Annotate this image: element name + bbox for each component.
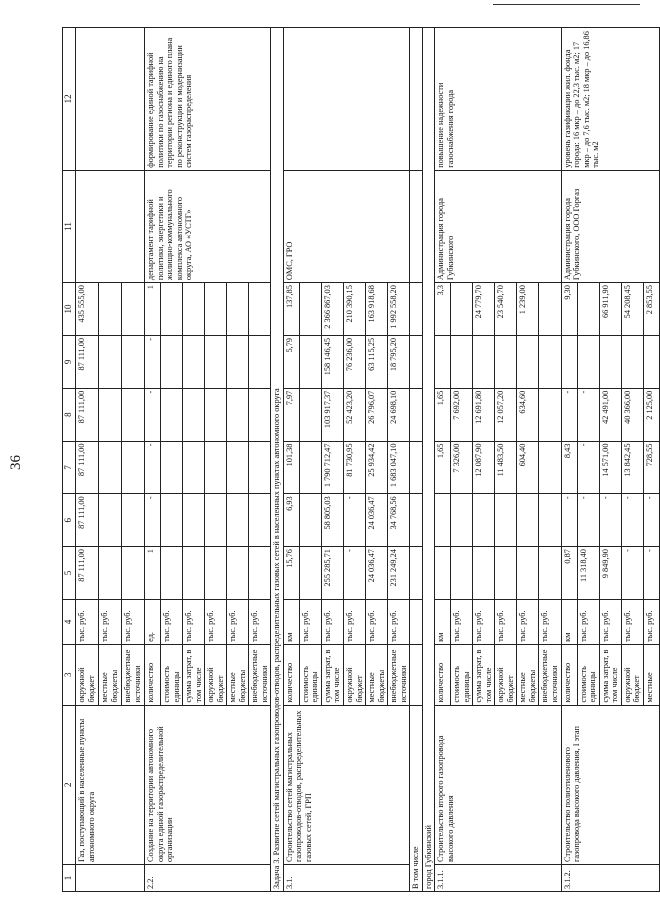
value-cell: 2 366 867,03 bbox=[321, 283, 343, 336]
top-rule bbox=[493, 4, 640, 5]
unit: тыс. руб. bbox=[299, 599, 321, 644]
value-cell: 24 698,10 bbox=[388, 388, 410, 441]
measure-name: Газ, поступающий в населенные пункты автономного округа bbox=[76, 705, 145, 865]
unit: тыс. руб. bbox=[343, 599, 365, 644]
value-cell: 9 849,90 bbox=[599, 547, 621, 600]
executor bbox=[76, 170, 145, 282]
value-cell: 66 911,90 bbox=[599, 283, 621, 336]
result: формирование единой тарифной политики по газоснабжению на территории региона и единого плана по реконструкции и модернизации систем газораспределения bbox=[145, 28, 271, 171]
value-cell: 15,76 bbox=[283, 547, 299, 600]
value-cell: 42 491,00 bbox=[599, 388, 621, 441]
value-cell: 6,93 bbox=[283, 494, 299, 547]
value-cell: 87 111,00 bbox=[76, 335, 99, 388]
indicator: местные бюджеты bbox=[517, 644, 539, 705]
value-cell: - bbox=[145, 441, 161, 494]
col-header: 11 bbox=[63, 170, 76, 282]
measure-name: Строительство второго газопровода высокого давления bbox=[435, 705, 561, 865]
value-cell: - bbox=[145, 335, 161, 388]
value-cell: 76 236,00 bbox=[343, 335, 365, 388]
value-cell: - bbox=[343, 547, 365, 600]
unit: тыс. руб. bbox=[366, 599, 388, 644]
value-cell: 13 842,45 bbox=[621, 441, 643, 494]
col-header: 8 bbox=[63, 388, 76, 441]
value-cell: 137,85 bbox=[283, 283, 299, 336]
value-cell: 255 285,71 bbox=[321, 547, 343, 600]
unit: тыс. руб. bbox=[451, 599, 473, 644]
indicator: местные бюджеты bbox=[366, 644, 388, 705]
value-cell: 9,30 bbox=[561, 283, 577, 336]
col-header: 3 bbox=[63, 644, 76, 705]
table-row bbox=[76, 28, 99, 892]
value-cell: 1 683 047,10 bbox=[388, 441, 410, 494]
city-title: город Губкинский bbox=[422, 28, 435, 892]
measure-name: Строительство сетей магистральных газопроводов-отводов, распределительных газовых сетей, ГРП bbox=[283, 705, 409, 865]
value-cell: 7 692,00 bbox=[451, 388, 473, 441]
unit: тыс. руб. bbox=[643, 599, 659, 644]
value-cell: - bbox=[643, 494, 659, 547]
value-cell: 81 730,95 bbox=[343, 441, 365, 494]
indicator: местные бюджеты bbox=[227, 644, 249, 705]
value-cell: 12 087,90 bbox=[473, 441, 495, 494]
unit: тыс. руб. bbox=[183, 599, 205, 644]
value-cell: 1,65 bbox=[435, 441, 451, 494]
value-cell: 23 540,70 bbox=[495, 283, 517, 336]
indicator: окружной бюджет bbox=[205, 644, 227, 705]
indicator: внебюджетные источники bbox=[388, 644, 410, 705]
value-cell: 2 853,55 bbox=[643, 283, 659, 336]
value-cell: 435 555,00 bbox=[76, 283, 99, 336]
indicator: окружной бюджет bbox=[76, 644, 99, 705]
value-cell: 604,40 bbox=[517, 441, 539, 494]
measure-name: Строительство полиэтиленового газопровода высокого давления, I этап bbox=[561, 705, 659, 865]
row-number: 3.1.1. bbox=[435, 865, 561, 892]
task-title: Задача 3. Развитие сетей магистральных газопроводов-отводов, распределительных газовых сетей в населенных пунктах автономного округа bbox=[271, 28, 284, 892]
value-cell: 210 390,15 bbox=[343, 283, 365, 336]
indicator: стоимость единицы bbox=[451, 644, 473, 705]
col-header: 2 bbox=[63, 705, 76, 865]
unit: тыс. руб. bbox=[122, 599, 145, 644]
col-header: 6 bbox=[63, 494, 76, 547]
value-cell: 24 779,70 bbox=[473, 283, 495, 336]
indicator: сумма затрат, в том числе bbox=[321, 644, 343, 705]
unit: тыс. руб. bbox=[99, 599, 122, 644]
unit: тыс. руб. bbox=[473, 599, 495, 644]
unit: тыс. руб. bbox=[249, 599, 271, 644]
value-cell: - bbox=[621, 547, 643, 600]
value-cell: 11 318,40 bbox=[577, 547, 599, 600]
value-cell: 728,55 bbox=[643, 441, 659, 494]
col-header: 7 bbox=[63, 441, 76, 494]
unit: тыс. руб. bbox=[388, 599, 410, 644]
executor: Администрация города Губкинского, ООО Горгаз bbox=[561, 170, 659, 282]
value-cell: 1 790 712,47 bbox=[321, 441, 343, 494]
value-cell: - bbox=[145, 494, 161, 547]
table-row bbox=[435, 28, 451, 892]
value-cell: 24 036,47 bbox=[366, 494, 388, 547]
row-number: 3.1.2. bbox=[561, 865, 659, 892]
value-cell: - bbox=[561, 494, 577, 547]
indicator: окружной бюджет bbox=[343, 644, 365, 705]
table-row bbox=[561, 28, 577, 892]
value-cell: 5,79 bbox=[283, 335, 299, 388]
value-cell: 87 111,00 bbox=[76, 388, 99, 441]
unit: тыс. руб. bbox=[76, 599, 99, 644]
col-header: 10 bbox=[63, 283, 76, 336]
header-row bbox=[63, 28, 76, 892]
value-cell: - bbox=[577, 388, 599, 441]
unit: тыс. руб. bbox=[539, 599, 561, 644]
value-cell: 3,3 bbox=[435, 283, 451, 336]
unit: тыс. руб. bbox=[621, 599, 643, 644]
program-table bbox=[62, 27, 660, 892]
value-cell: 40 366,00 bbox=[621, 388, 643, 441]
value-cell: 63 115,25 bbox=[366, 335, 388, 388]
result bbox=[283, 28, 409, 171]
unit: тыс. руб. bbox=[495, 599, 517, 644]
value-cell: 87 111,00 bbox=[76, 547, 99, 600]
value-cell: 52 423,20 bbox=[343, 388, 365, 441]
value-cell: 1 bbox=[145, 547, 161, 600]
value-cell: 0,87 bbox=[561, 547, 577, 600]
result: уровень газификации жил. фонда города: 16 мкр – до 22,3 тыс. м2; 17 мкр – до 7,6 тыс. м2; 18 мкр – до 16,86 тыс. м2 bbox=[561, 28, 659, 171]
task-row bbox=[271, 28, 284, 892]
unit: тыс. руб. bbox=[321, 599, 343, 644]
value-cell: - bbox=[561, 388, 577, 441]
value-cell: 2 125,00 bbox=[643, 388, 659, 441]
value-cell: 12 057,20 bbox=[495, 388, 517, 441]
indicator: сумма затрат, в том числе bbox=[473, 644, 495, 705]
value-cell: 54 208,45 bbox=[621, 283, 643, 336]
value-cell: 26 796,07 bbox=[366, 388, 388, 441]
indicator: внебюджетные источники bbox=[539, 644, 561, 705]
unit: тыс. руб. bbox=[517, 599, 539, 644]
indicator: окружной бюджет bbox=[495, 644, 517, 705]
unit: ед. bbox=[145, 599, 161, 644]
value-cell: 24 036,47 bbox=[366, 547, 388, 600]
unit: км bbox=[561, 599, 577, 644]
value-cell: 7 326,00 bbox=[451, 441, 473, 494]
col-header: 4 bbox=[63, 599, 76, 644]
row-number bbox=[76, 865, 145, 892]
indicator: местные бюджеты bbox=[99, 644, 122, 705]
executor: Администрация города Губкинского bbox=[435, 170, 561, 282]
value-cell: 18 795,20 bbox=[388, 335, 410, 388]
value-cell: 7,97 bbox=[283, 388, 299, 441]
col-header: 1 bbox=[63, 865, 76, 892]
subheader-row bbox=[410, 28, 423, 892]
value-cell: - bbox=[599, 494, 621, 547]
value-cell: - bbox=[343, 494, 365, 547]
value-cell: 11 483,50 bbox=[495, 441, 517, 494]
indicator: стоимость единицы bbox=[161, 644, 183, 705]
executor: ОМС, ГРО bbox=[283, 170, 409, 282]
value-cell: 163 918,68 bbox=[366, 283, 388, 336]
unit: тыс. руб. bbox=[599, 599, 621, 644]
measure-name: Создание на территории автономного округа единой газораспределительной организации bbox=[145, 705, 271, 865]
value-cell: 101,38 bbox=[283, 441, 299, 494]
indicator: количество bbox=[283, 644, 299, 705]
value-cell: 1 992 558,20 bbox=[388, 283, 410, 336]
indicator: количество bbox=[561, 644, 577, 705]
table-row bbox=[145, 28, 161, 892]
col-header: 5 bbox=[63, 547, 76, 600]
indicator: местные bbox=[643, 644, 659, 705]
indicator: окружной бюджет bbox=[621, 644, 643, 705]
value-cell: 103 917,37 bbox=[321, 388, 343, 441]
value-cell: - bbox=[643, 547, 659, 600]
unit: тыс. руб. bbox=[227, 599, 249, 644]
value-cell: - bbox=[577, 494, 599, 547]
unit: км bbox=[283, 599, 299, 644]
col-header: 12 bbox=[63, 28, 76, 171]
value-cell: 231 249,24 bbox=[388, 547, 410, 600]
value-cell: 1,65 bbox=[435, 388, 451, 441]
table-row bbox=[283, 28, 299, 892]
value-cell: 25 934,42 bbox=[366, 441, 388, 494]
result: повышение надежности газоснабжения города bbox=[435, 28, 561, 171]
value-cell: - bbox=[621, 494, 643, 547]
page-number bbox=[0, 455, 24, 490]
unit: тыс. руб. bbox=[205, 599, 227, 644]
rotated-table-page bbox=[62, 27, 654, 892]
indicator: сумма затрат, в том числе bbox=[599, 644, 621, 705]
indicator: внебюджетные источники bbox=[122, 644, 145, 705]
executor: департамент тарифной политики, энергетики и жилищно-коммунального комплекса автономного округа, АО «УСТГ» bbox=[145, 170, 271, 282]
page-number-text: 36 bbox=[8, 455, 24, 470]
value-cell: 12 691,80 bbox=[473, 388, 495, 441]
unit: км bbox=[435, 599, 451, 644]
value-cell: 1 bbox=[145, 283, 161, 336]
value-cell: 158 146,45 bbox=[321, 335, 343, 388]
value-cell: 87 111,00 bbox=[76, 441, 99, 494]
row-number: 2.2. bbox=[145, 865, 271, 892]
indicator: количество bbox=[145, 644, 161, 705]
value-cell: - bbox=[145, 388, 161, 441]
value-cell: - bbox=[577, 441, 599, 494]
subheader-text: В том числе bbox=[410, 705, 423, 891]
indicator: стоимость единицы bbox=[577, 644, 599, 705]
indicator: сумма затрат, в том числе bbox=[183, 644, 205, 705]
result bbox=[76, 28, 145, 171]
indicator: внебюджетные источники bbox=[249, 644, 271, 705]
unit: тыс. руб. bbox=[161, 599, 183, 644]
value-cell: 8,43 bbox=[561, 441, 577, 494]
unit: тыс. руб. bbox=[577, 599, 599, 644]
value-cell: 34 768,56 bbox=[388, 494, 410, 547]
indicator: стоимость единицы bbox=[299, 644, 321, 705]
col-header: 9 bbox=[63, 335, 76, 388]
value-cell: 14 571,00 bbox=[599, 441, 621, 494]
value-cell: 87 111,00 bbox=[76, 494, 99, 547]
row-number: 3.1. bbox=[283, 865, 409, 892]
city-row bbox=[422, 28, 435, 892]
value-cell: 1 239,00 bbox=[517, 283, 539, 336]
value-cell: 634,60 bbox=[517, 388, 539, 441]
indicator: количество bbox=[435, 644, 451, 705]
value-cell: 58 805,03 bbox=[321, 494, 343, 547]
